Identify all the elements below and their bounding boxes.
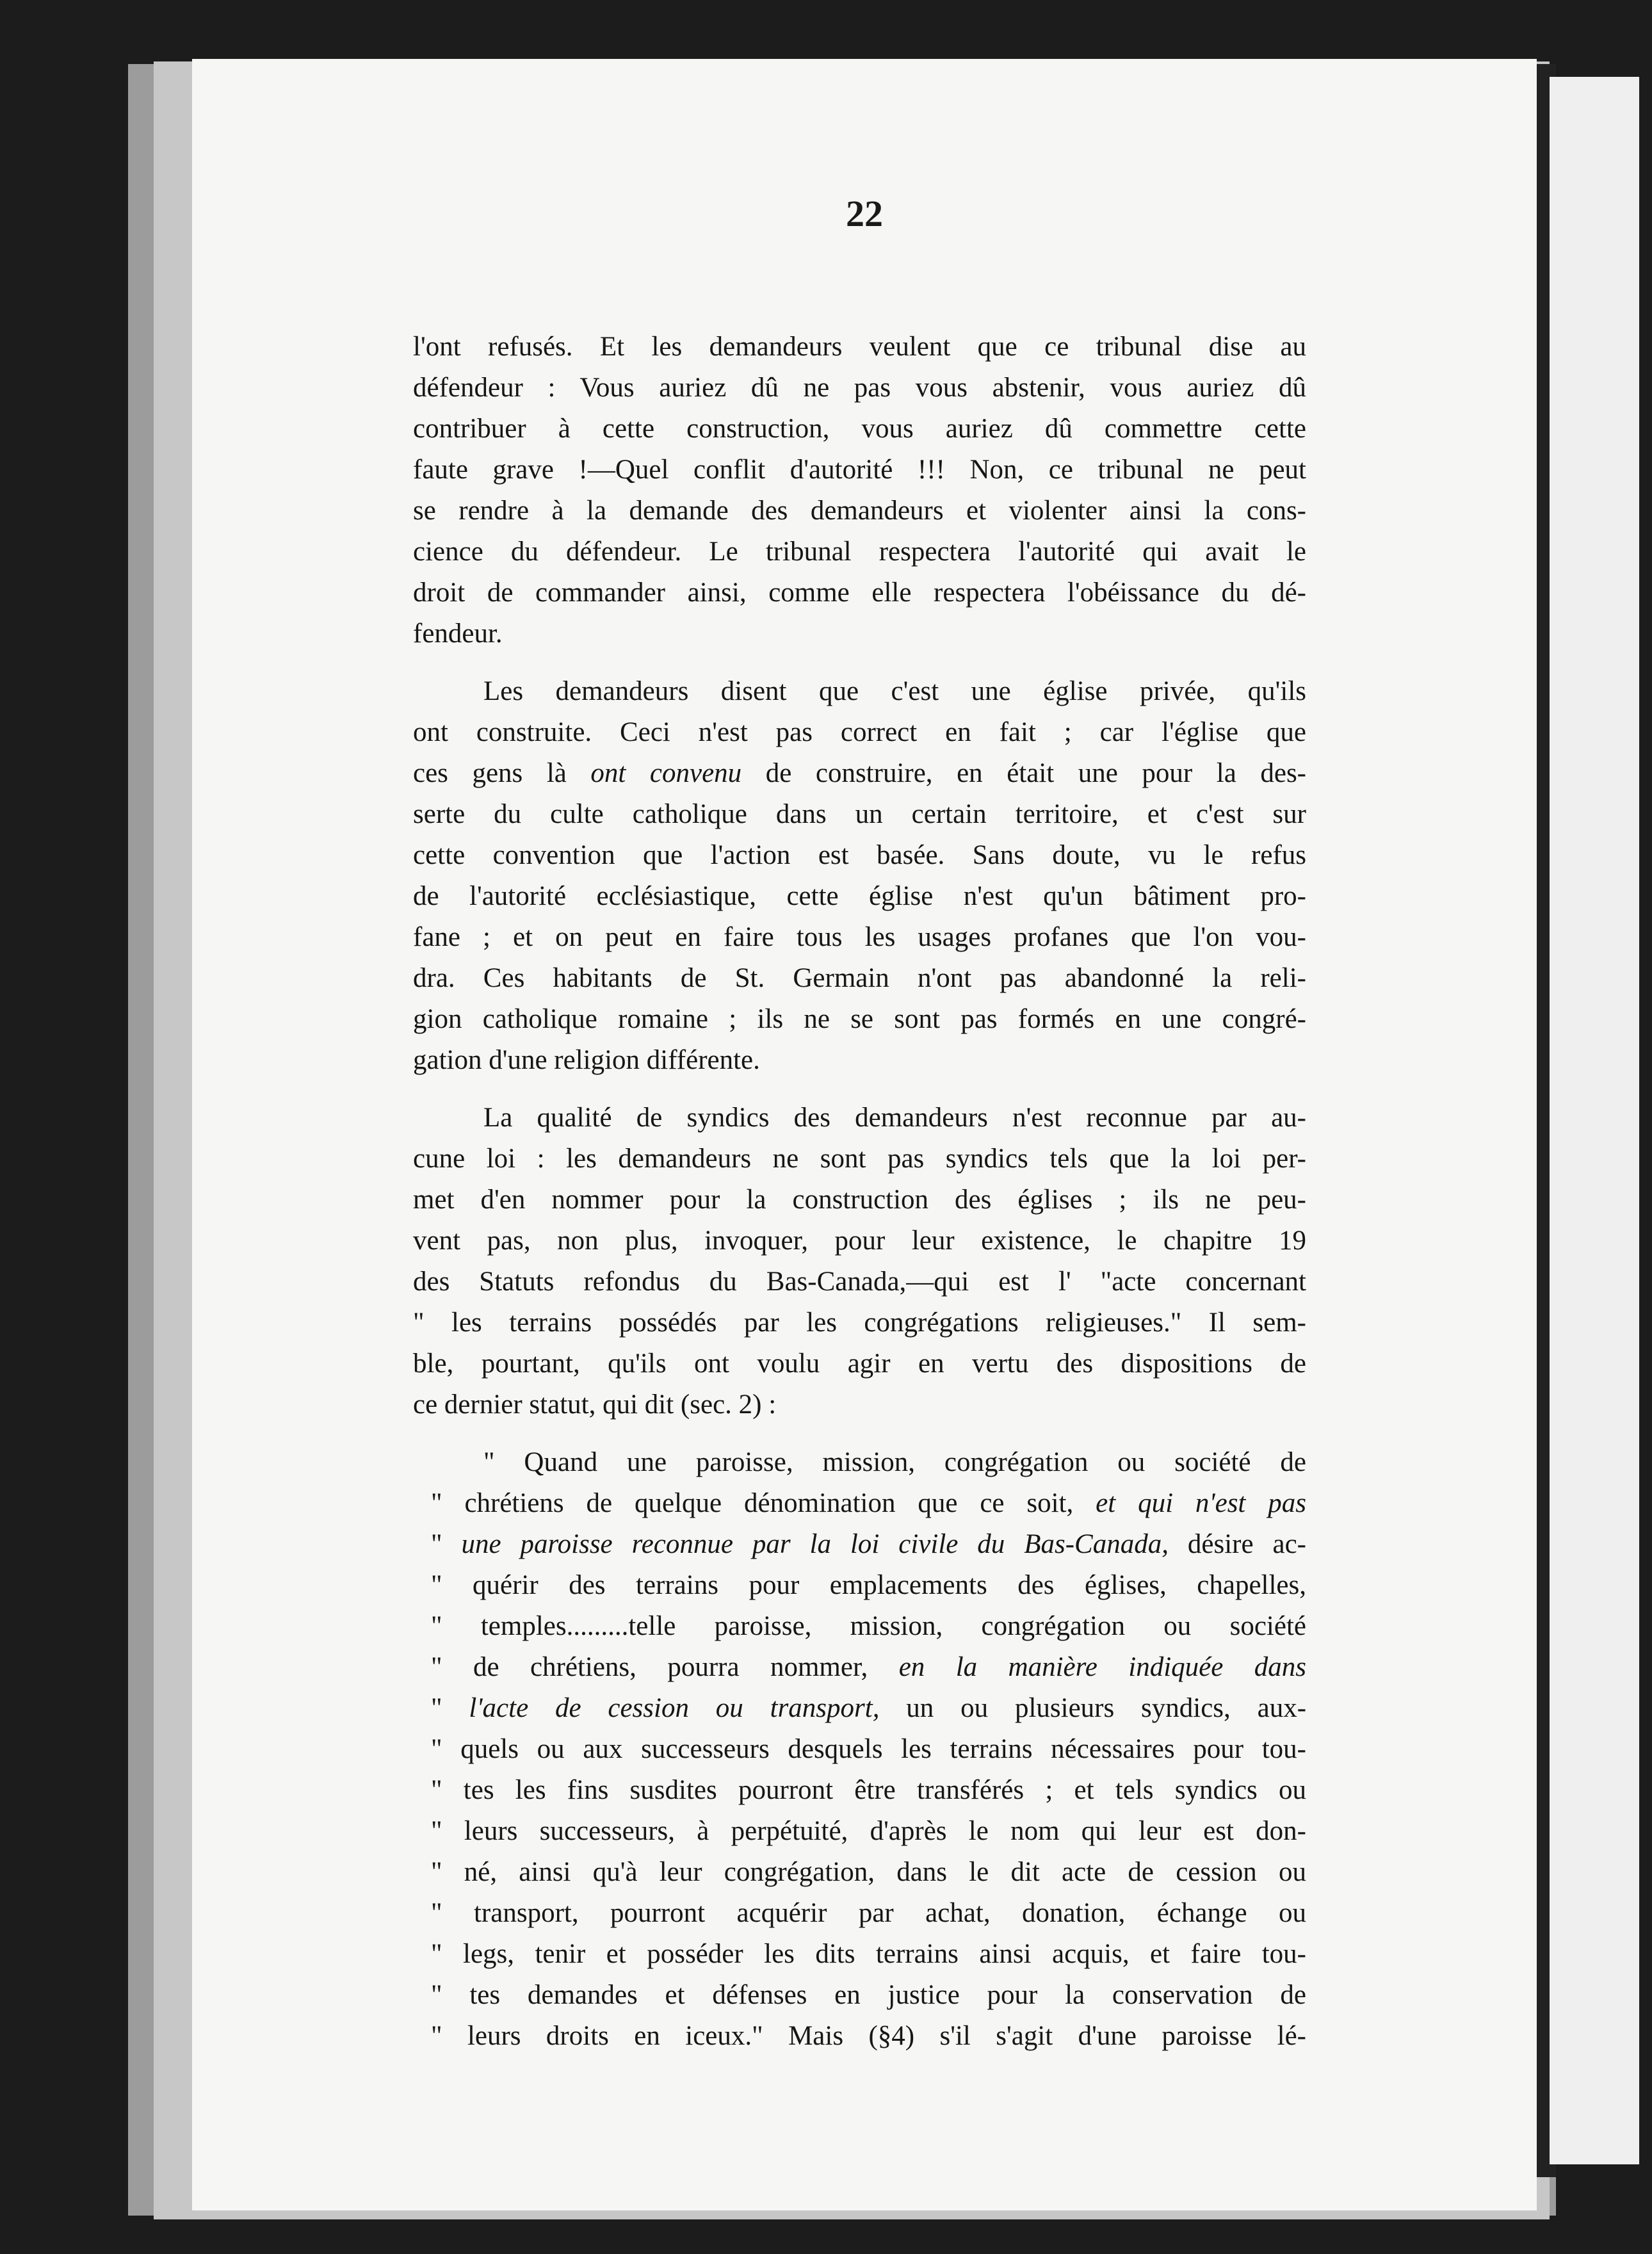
italic-text-run: l'acte de cession ou transport, — [469, 1693, 880, 1723]
italic-text-run: et qui n'est pas — [1096, 1488, 1306, 1518]
text-line: " né, ainsi qu'à leur congrégation, dans le dit acte de cession ou — [431, 1857, 1306, 1887]
text-line: " temples.........telle paroisse, mission, congrégation ou société — [431, 1611, 1306, 1641]
paragraph — [413, 671, 1306, 1081]
text-line: cune loi : les demandeurs ne sont pas syndics tels que la loi per- — [413, 1144, 1306, 1174]
text-line: fane ; et on peut en faire tous les usages profanes que l'on vou- — [413, 922, 1306, 952]
text-run: ces gens là — [413, 758, 591, 788]
text-line: des Statuts refondus du Bas-Canada,—qui est l' "acte concernant — [413, 1267, 1306, 1297]
text-line: " tes demandes et défenses en justice pour la conservation de — [431, 1980, 1306, 2010]
italic-text-run: ont convenu — [590, 758, 742, 788]
text-line: " les terrains possédés par les congrégations religieuses." Il sem- — [413, 1308, 1306, 1338]
paragraph — [413, 327, 1306, 654]
text-line: La qualité de syndics des demandeurs n'est reconnue par au- — [483, 1103, 1306, 1133]
text-run: désire ac- — [1168, 1529, 1306, 1559]
text-line — [413, 1483, 1306, 1524]
text-line: défendeur : Vous auriez dû ne pas vous abstenir, vous auriez dû — [413, 373, 1306, 403]
text-run: " de chrétiens, pourra nommer, — [431, 1652, 899, 1682]
text-line: " Quand une paroisse, mission, congrégation ou société de — [483, 1447, 1306, 1477]
text-line: serte du culte catholique dans un certain territoire, et c'est sur — [413, 799, 1306, 829]
text-line: dra. Ces habitants de St. Germain n'ont pas abandonné la reli- — [413, 963, 1306, 993]
italic-text-run: en la manière indiquée dans — [898, 1652, 1306, 1682]
text-run: " chrétiens de quelque dénomination que ce soit, — [431, 1488, 1096, 1518]
text-line: ce dernier statut, qui dit (sec. 2) : — [413, 1390, 777, 1420]
text-line — [413, 753, 1306, 794]
text-line: " leurs droits en iceux." Mais (§4) s'il s'agit d'une paroisse lé- — [431, 2021, 1306, 2051]
body-paragraphs — [413, 327, 1306, 1425]
text-line: contribuer à cette construction, vous auriez dû commettre cette — [413, 414, 1306, 444]
text-line: " quels ou aux successeurs desquels les terrains nécessaires pour tou- — [431, 1734, 1306, 1764]
text-line: met d'en nommer pour la construction des églises ; ils ne peu- — [413, 1185, 1306, 1215]
text-line: " quérir des terrains pour emplacements des églises, chapelles, — [431, 1570, 1306, 1600]
text-run: " — [431, 1693, 469, 1723]
text-line: " leurs successeurs, à perpétuité, d'après le nom qui leur est don- — [431, 1816, 1306, 1846]
text-line: cette convention que l'action est basée. Sans doute, vu le refus — [413, 840, 1306, 870]
text-line: " transport, pourront acquérir par achat, donation, échange ou — [431, 1898, 1306, 1928]
text-line: " tes les fins susdites pourront être transférés ; et tels syndics ou — [431, 1775, 1306, 1805]
text-line: de l'autorité ecclésiastique, cette église n'est qu'un bâtiment pro- — [413, 881, 1306, 911]
text-line: fendeur. — [413, 619, 503, 649]
page-text — [413, 327, 1306, 2057]
text-line: gation d'une religion différente. — [413, 1045, 760, 1075]
text-line — [413, 1524, 1306, 1565]
page-number: 22 — [846, 193, 883, 234]
text-line: cience du défendeur. Le tribunal respectera l'autorité qui avait le — [413, 537, 1306, 567]
text-line: droit de commander ainsi, comme elle respectera l'obéissance du dé- — [413, 578, 1306, 608]
facing-page-edge — [1550, 77, 1639, 2164]
text-run: " — [431, 1529, 462, 1559]
text-line: l'ont refusés. Et les demandeurs veulent que ce tribunal dise au — [413, 332, 1306, 362]
text-line: Les demandeurs disent que c'est une église privée, qu'ils — [483, 676, 1306, 706]
text-line: ont construite. Ceci n'est pas correct en fait ; car l'église que — [413, 717, 1306, 747]
text-line: vent pas, non plus, invoquer, pour leur existence, le chapitre 19 — [413, 1226, 1306, 1256]
text-run: un ou plusieurs syndics, aux- — [879, 1693, 1307, 1723]
text-line: se rendre à la demande des demandeurs et violenter ainsi la cons- — [413, 496, 1306, 526]
text-line: " legs, tenir et posséder les dits terrains ainsi acquis, et faire tou- — [431, 1939, 1306, 1969]
text-line: gion catholique romaine ; ils ne se sont pas formés en une congré- — [413, 1004, 1306, 1034]
text-line: faute grave !—Quel conflit d'autorité !!! Non, ce tribunal ne peut — [413, 455, 1306, 485]
text-line — [413, 1688, 1306, 1729]
text-line: ble, pourtant, qu'ils ont voulu agir en vertu des dispositions de — [413, 1349, 1306, 1379]
paragraph — [413, 1098, 1306, 1425]
statute-quotation — [413, 1442, 1306, 2057]
italic-text-run: une paroisse reconnue par la loi civile du Bas-Canada, — [461, 1529, 1169, 1559]
text-run: de construire, en était une pour la des- — [741, 758, 1307, 788]
text-line — [413, 1647, 1306, 1688]
